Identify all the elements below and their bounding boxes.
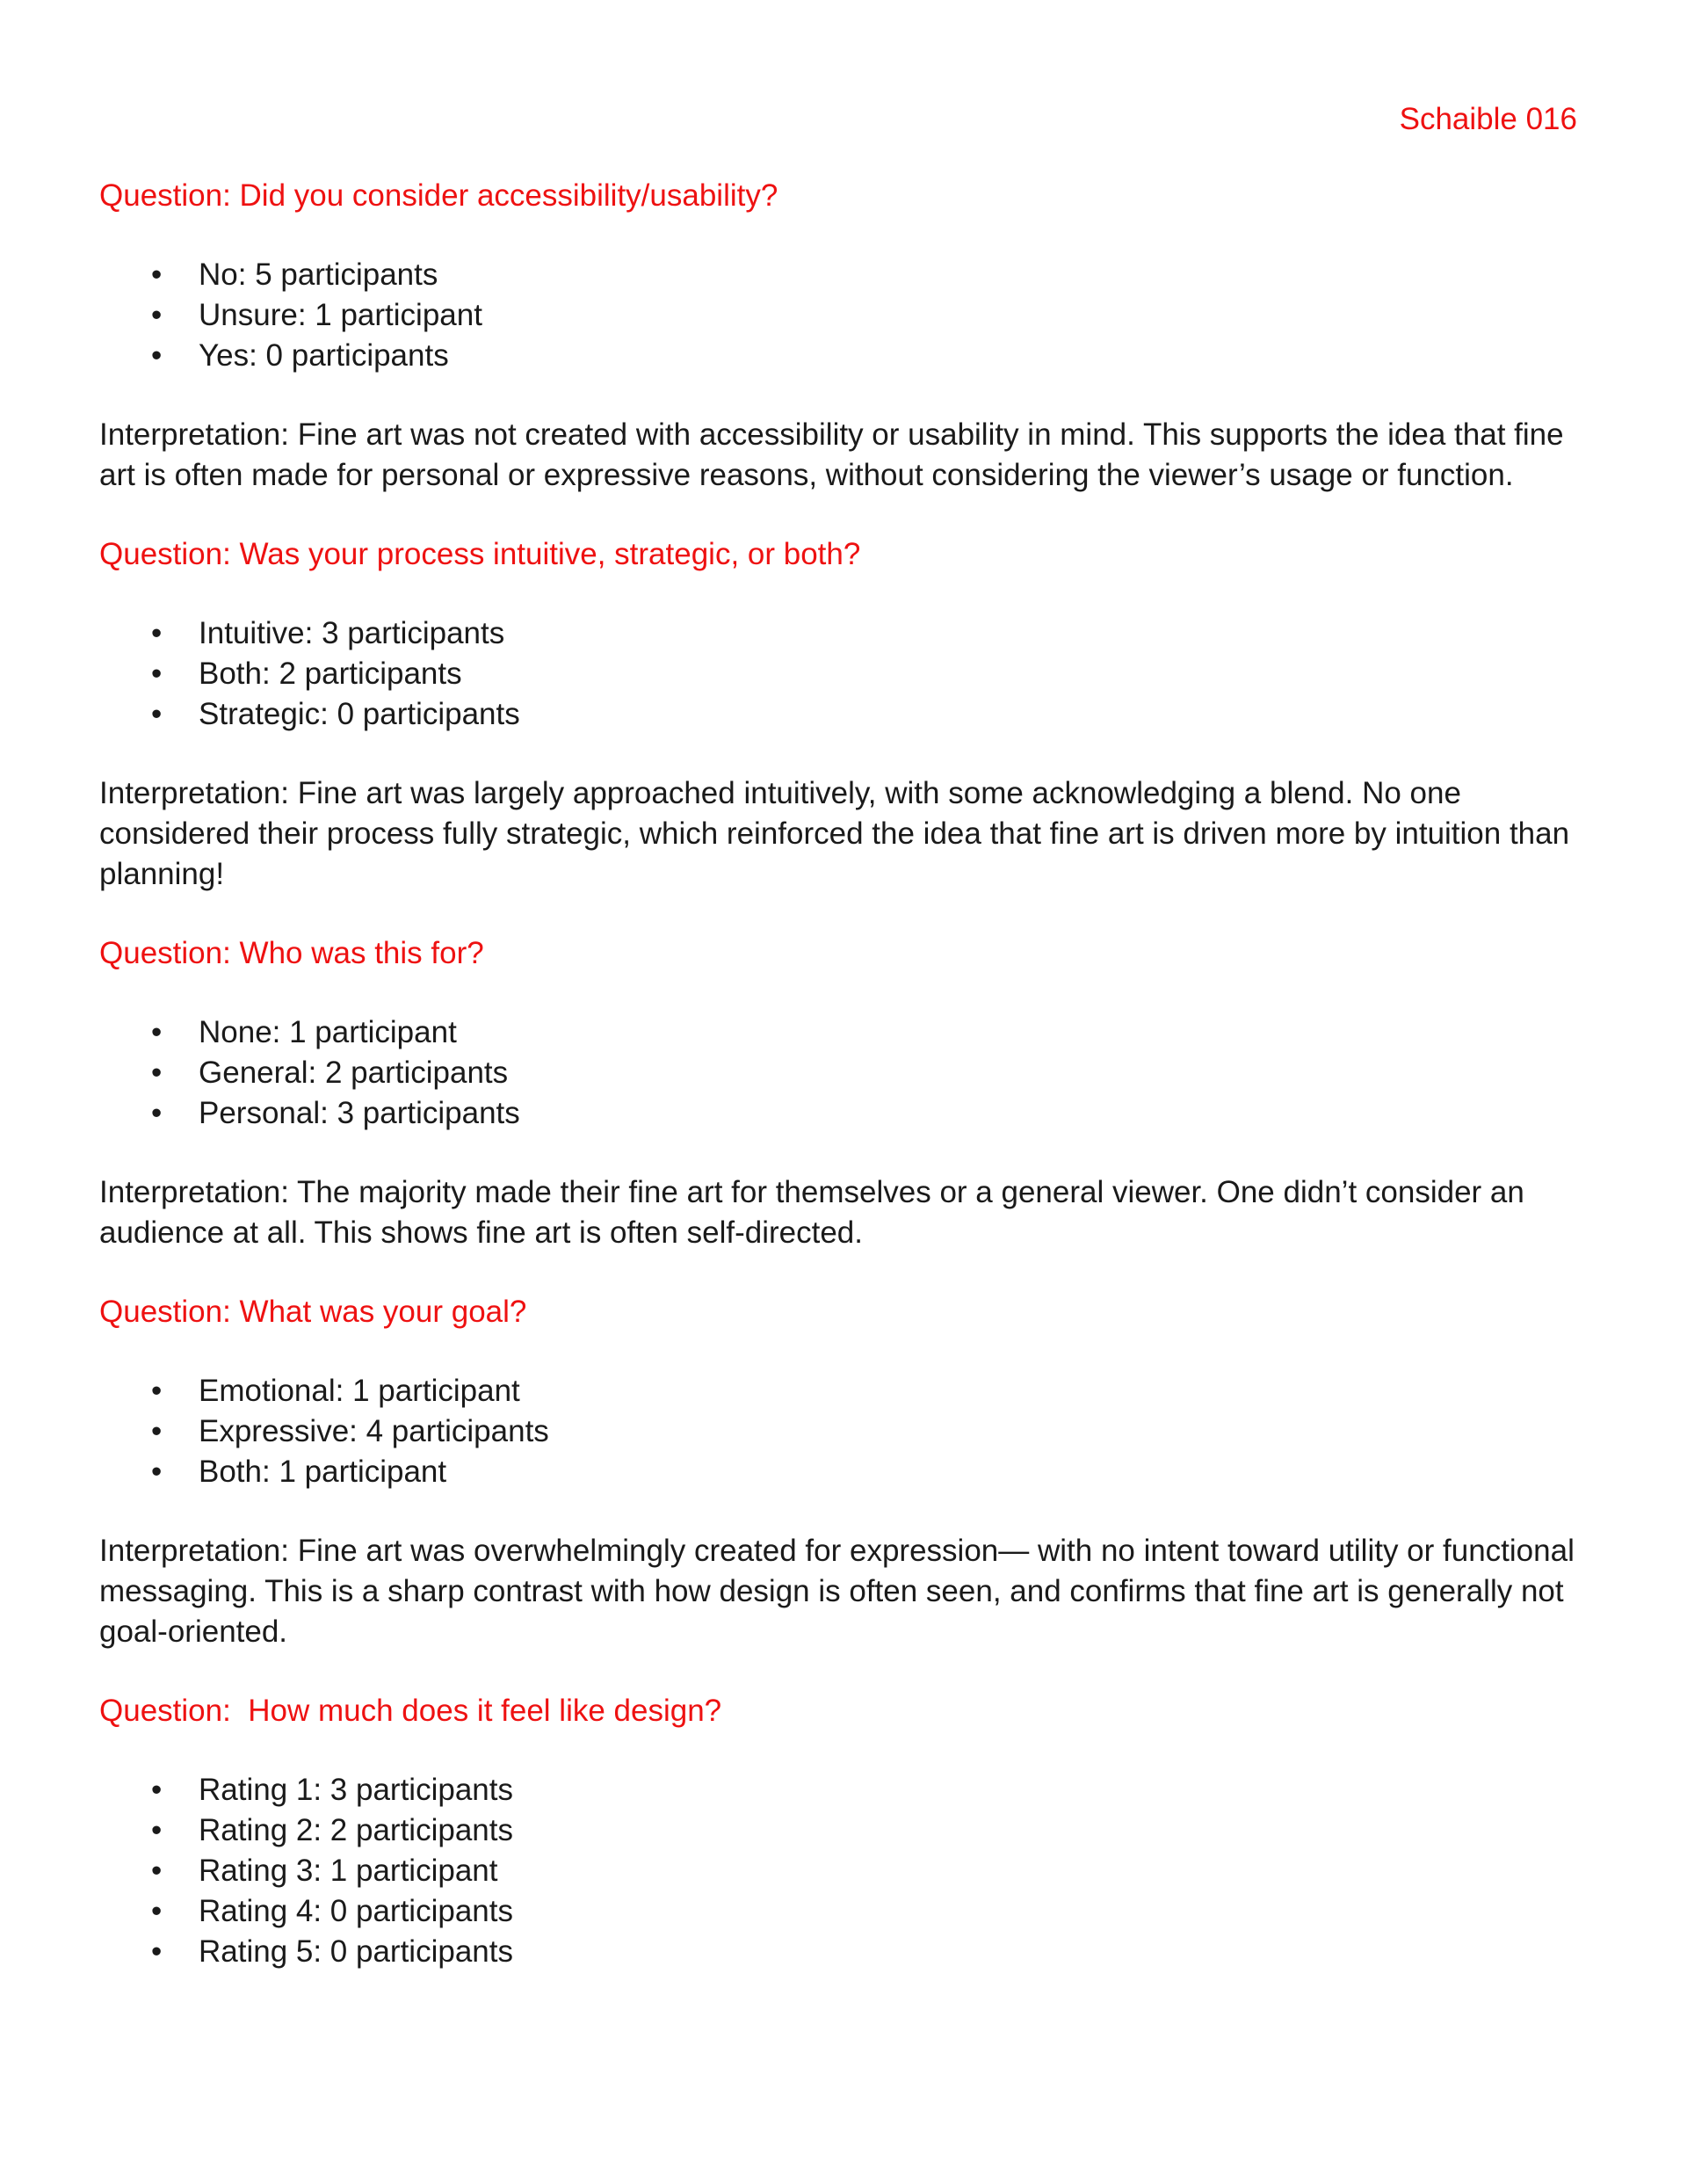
- answer-text: Intuitive: 3 participants: [199, 616, 505, 650]
- bullet-icon: •: [151, 338, 163, 373]
- answer-list: [99, 1371, 1593, 1492]
- answer-text: General: 2 participants: [199, 1056, 509, 1090]
- answer-list: [99, 1770, 1593, 1972]
- question-heading: Question: How much does it feel like design?: [99, 1694, 722, 1728]
- document-body: [99, 176, 1593, 2011]
- list-item: [99, 1770, 1593, 1810]
- bullet-icon: •: [151, 1813, 163, 1847]
- answer-list: [99, 1012, 1593, 1134]
- list-item: [99, 1851, 1593, 1891]
- answer-text: None: 1 participant: [199, 1015, 457, 1049]
- answer-text: Expressive: 4 participants: [199, 1414, 549, 1448]
- answer-text: Personal: 3 participants: [199, 1096, 520, 1130]
- bullet-icon: •: [151, 697, 163, 731]
- bullet-icon: •: [151, 657, 163, 691]
- bullet-icon: •: [151, 1414, 163, 1448]
- answer-list: [99, 255, 1593, 376]
- bullet-icon: •: [151, 298, 163, 332]
- answer-text: Rating 3: 1 participant: [199, 1854, 498, 1888]
- question-heading: Question: Who was this for?: [99, 936, 484, 970]
- list-item: [99, 336, 1593, 376]
- list-item: [99, 613, 1593, 654]
- answer-text: Rating 2: 2 participants: [199, 1813, 513, 1847]
- list-item: [99, 295, 1593, 336]
- list-item: [99, 1053, 1593, 1093]
- list-item: [99, 1012, 1593, 1053]
- list-item: [99, 255, 1593, 295]
- answer-text: Both: 1 participant: [199, 1455, 447, 1489]
- bullet-icon: •: [151, 1773, 163, 1807]
- answer-text: Both: 2 participants: [199, 657, 462, 691]
- interpretation-paragraph: Interpretation: Fine art was overwhelmingly created for expression— with no intent toward utility or functional messaging. This is a sharp contrast with how design is often seen, and confirms that fine art is generally not goal-oriented.: [99, 1534, 1575, 1649]
- list-item: [99, 654, 1593, 694]
- interpretation-paragraph: Interpretation: The majority made their fine art for themselves or a general viewer. One didn’t consider an audience at all. This shows fine art is often self-directed.: [99, 1175, 1524, 1250]
- answer-text: Yes: 0 participants: [199, 338, 449, 373]
- list-item: [99, 1932, 1593, 1972]
- list-item: [99, 1891, 1593, 1932]
- list-item: [99, 694, 1593, 735]
- list-item: [99, 1810, 1593, 1851]
- question-heading: Question: What was your goal?: [99, 1295, 527, 1329]
- interpretation-paragraph: Interpretation: Fine art was largely approached intuitively, with some acknowledging a blend. No one considered their process fully strategic, which reinforced the idea that fine art is driven more by intuition than planning!: [99, 776, 1570, 891]
- question-heading: Question: Did you consider accessibility/usability?: [99, 178, 778, 213]
- answer-text: Unsure: 1 participant: [199, 298, 482, 332]
- answer-text: Rating 4: 0 participants: [199, 1894, 513, 1928]
- page-label: Schaible 016: [1399, 102, 1577, 136]
- interpretation-paragraph: Interpretation: Fine art was not created with accessibility or usability in mind. This supports the idea that fine art is often made for personal or expressive reasons, without considering the viewer’s usage or function.: [99, 417, 1564, 492]
- answer-list: [99, 613, 1593, 735]
- bullet-icon: •: [151, 1894, 163, 1928]
- bullet-icon: •: [151, 1056, 163, 1090]
- bullet-icon: •: [151, 258, 163, 292]
- answer-text: Emotional: 1 participant: [199, 1374, 520, 1408]
- answer-text: No: 5 participants: [199, 258, 438, 292]
- answer-text: Rating 1: 3 participants: [199, 1773, 513, 1807]
- bullet-icon: •: [151, 616, 163, 650]
- bullet-icon: •: [151, 1455, 163, 1489]
- list-item: [99, 1452, 1593, 1492]
- bullet-icon: •: [151, 1934, 163, 1969]
- bullet-icon: •: [151, 1015, 163, 1049]
- bullet-icon: •: [151, 1096, 163, 1130]
- list-item: [99, 1371, 1593, 1411]
- question-heading: Question: Was your process intuitive, strategic, or both?: [99, 537, 861, 571]
- answer-text: Rating 5: 0 participants: [199, 1934, 513, 1969]
- bullet-icon: •: [151, 1374, 163, 1408]
- list-item: [99, 1093, 1593, 1134]
- answer-text: Strategic: 0 participants: [199, 697, 520, 731]
- list-item: [99, 1411, 1593, 1452]
- bullet-icon: •: [151, 1854, 163, 1888]
